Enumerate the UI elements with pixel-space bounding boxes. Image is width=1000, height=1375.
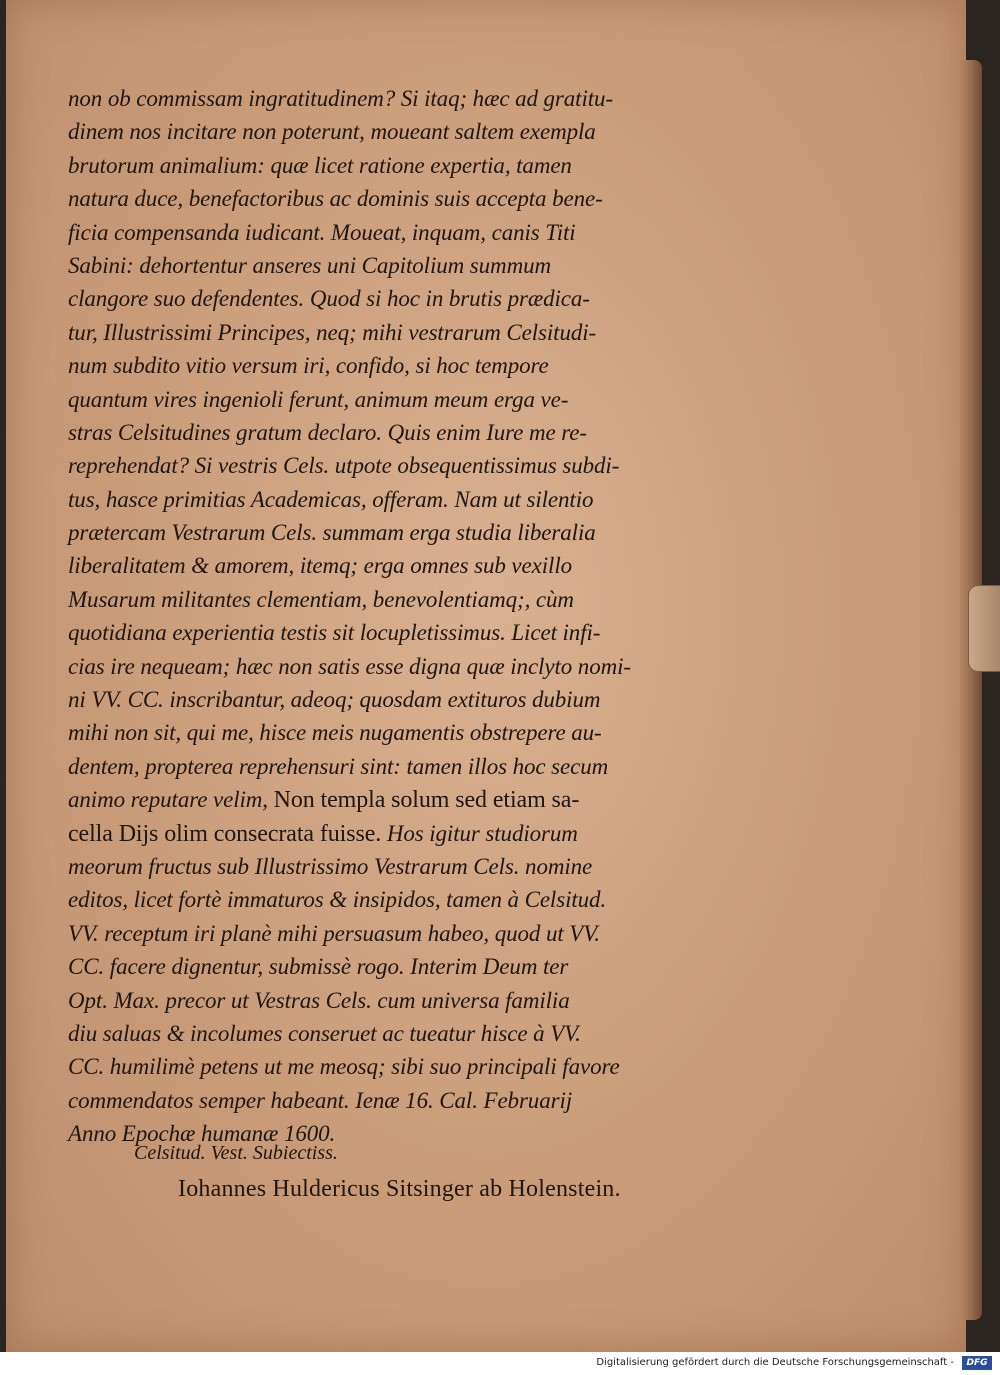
text-line: non ob commissam ingratitudinem? Si itaq; hæc ad gratitu- bbox=[68, 86, 614, 111]
text-line: prætercam Vestrarum Cels. summam erga studia liberalia bbox=[68, 520, 596, 546]
book-page bbox=[6, 0, 966, 1352]
text-line: Anno Epochæ humanæ 1600. bbox=[68, 1121, 336, 1147]
text-line: Musarum militantes clementiam, benevolentiamq;, cùm bbox=[68, 586, 574, 612]
text-line: natura duce, benefactoribus ac dominis suis accepta bene- bbox=[68, 186, 603, 212]
text-line: dentem, propterea reprehensuri sint: tamen illos hoc secum bbox=[68, 753, 609, 779]
text-line: tur, Illustrissimi Principes, neq; mihi vestrarum Celsitudi- bbox=[68, 319, 597, 345]
text-line: num subdito vitio versum iri, confido, si hoc tempore bbox=[68, 353, 549, 379]
footer-credit: Digitalisierung gefördert durch die Deutsche Forschungsgemeinschaft - bbox=[596, 1357, 954, 1368]
text-line: commendatos semper habeant. Ienæ 16. Cal. Februarij bbox=[68, 1087, 573, 1113]
text-line: editos, licet fortè immaturos & insipidos, tamen à Celsitud. bbox=[68, 887, 607, 913]
text-line: Sabini: dehortentur anseres uni Capitolium summum bbox=[68, 252, 551, 278]
text-line: clangore suo defendentes. Quod si hoc in brutis prædica- bbox=[68, 286, 590, 312]
text-line: liberalitatem & amorem, itemq; erga omnes sub vexillo bbox=[68, 553, 573, 579]
text-line: stras Celsitudines gratum declaro. Quis enim Iure me re- bbox=[68, 419, 587, 445]
footer-bar bbox=[0, 1352, 1000, 1375]
text-line: CC. humilimè petens ut me meosq; sibi suo principali favore bbox=[68, 1054, 620, 1080]
signature-name: Iohannes Huldericus Sitsinger ab Holenstein. bbox=[178, 1176, 621, 1202]
book-tab-marker bbox=[968, 585, 1000, 672]
text-segment: Hos igitur studiorum bbox=[386, 820, 578, 846]
text-line: reprehendat? Si vestris Cels. utpote obsequentissimus subdi- bbox=[68, 453, 620, 479]
text-line: quotidiana experientia testis sit locupletissimus. Licet infi- bbox=[68, 620, 601, 646]
roman-segment: Non templa solum sed etiam sa- bbox=[273, 787, 580, 814]
text-line: mihi non sit, qui me, hisce meis nugamentis obstrepere au- bbox=[68, 720, 602, 746]
signature-closing: Celsitud. Vest. Subiectiss. bbox=[134, 1142, 338, 1164]
text-line: dinem nos incitare non poterunt, moueant saltem exempla bbox=[68, 119, 596, 145]
text-line: tus, hasce primitias Academicas, offeram. Nam ut silentio bbox=[68, 486, 594, 512]
text-line bbox=[68, 783, 758, 816]
dfg-logo-icon: DFG bbox=[962, 1356, 992, 1370]
page-edge bbox=[960, 60, 982, 1320]
text-line: ficia compensanda iudicant. Moueat, inquam, canis Titi bbox=[68, 219, 576, 245]
text-segment: animo reputare velim, bbox=[68, 787, 268, 813]
text-line: Opt. Max. precor ut Vestras Cels. cum universa familia bbox=[68, 987, 570, 1013]
text-line: quantum vires ingenioli ferunt, animum meum erga ve- bbox=[68, 386, 569, 412]
text-line: CC. facere dignentur, submissè rogo. Interim Deum ter bbox=[68, 954, 569, 980]
text-line: meorum fructus sub Illustrissimo Vestrarum Cels. nomine bbox=[68, 853, 593, 879]
text-line bbox=[68, 817, 758, 850]
text-line: cias ire nequeam; hæc non satis esse digna quæ inclyto nomi- bbox=[68, 653, 631, 679]
text-line: VV. receptum iri planè mihi persuasum habeo, quod ut VV. bbox=[68, 920, 600, 946]
text-line: ni VV. CC. inscribantur, adeoq; quosdam extituros dubium bbox=[68, 687, 601, 713]
body-text bbox=[68, 82, 758, 1151]
text-line: diu saluas & incolumes conseruet ac tueatur hisce à VV. bbox=[68, 1020, 581, 1046]
text-line: brutorum animalium: quæ licet ratione expertia, tamen bbox=[68, 152, 572, 178]
roman-segment: cella Dijs olim consecrata fuisse. bbox=[68, 820, 382, 847]
